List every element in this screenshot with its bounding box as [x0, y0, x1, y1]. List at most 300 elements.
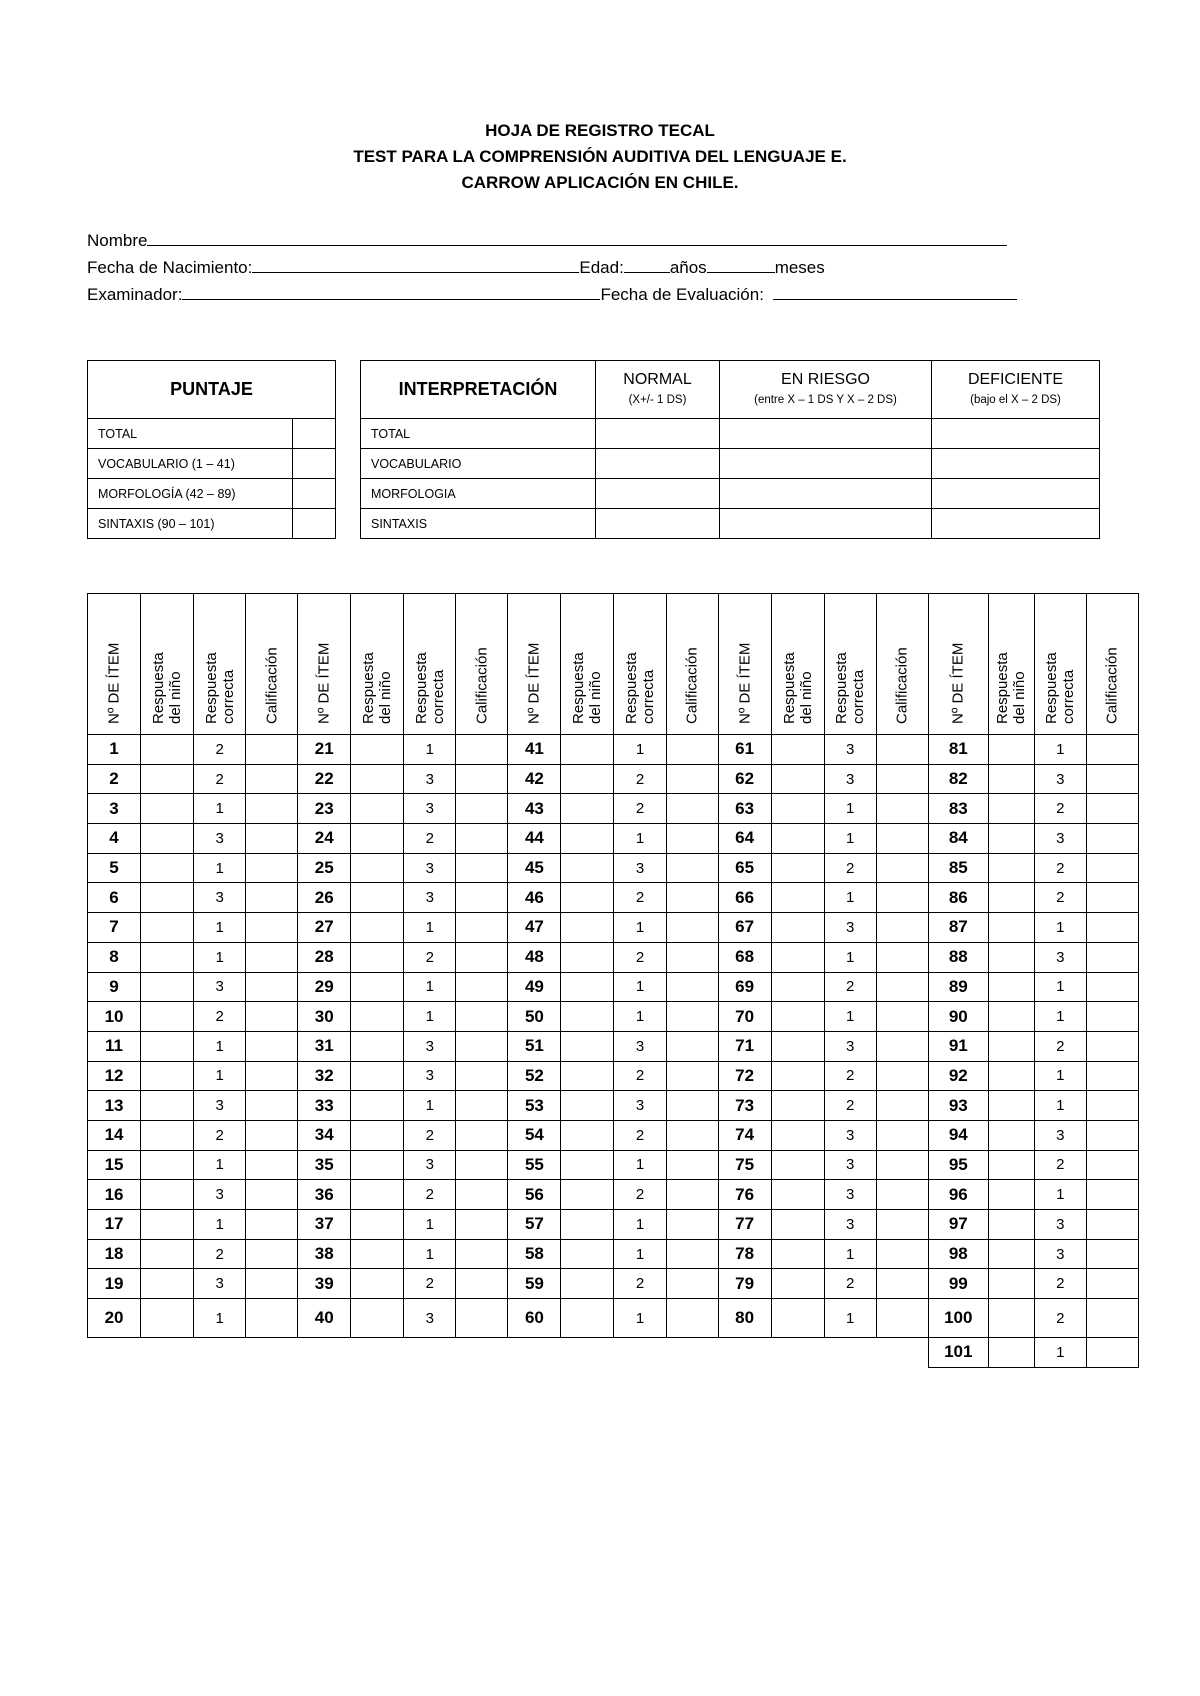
calificacion-cell[interactable]	[456, 913, 508, 943]
calificacion-cell[interactable]	[456, 1239, 508, 1269]
calificacion-cell[interactable]	[876, 824, 928, 854]
respuesta-nino-cell[interactable]	[561, 942, 614, 972]
respuesta-nino-cell[interactable]	[351, 794, 404, 824]
respuesta-nino-cell[interactable]	[988, 1002, 1034, 1032]
calificacion-cell[interactable]	[456, 853, 508, 883]
header-text: Calificación	[263, 647, 281, 724]
respuesta-nino-cell[interactable]	[988, 1061, 1034, 1091]
calificacion-cell[interactable]	[456, 972, 508, 1002]
empty-cell	[88, 1338, 141, 1368]
calificacion-cell[interactable]	[246, 1031, 298, 1061]
interp-cell[interactable]	[596, 419, 720, 449]
respuesta-nino-cell[interactable]	[771, 764, 824, 794]
respuesta-nino-cell[interactable]	[988, 794, 1034, 824]
respuesta-nino-cell[interactable]	[351, 1239, 404, 1269]
respuesta-correcta-value: 3	[614, 1091, 666, 1121]
calificacion-cell[interactable]	[876, 853, 928, 883]
calificacion-cell[interactable]	[666, 972, 718, 1002]
item-number: 57	[508, 1210, 561, 1240]
interp-cell[interactable]	[932, 449, 1100, 479]
respuesta-nino-cell[interactable]	[561, 972, 614, 1002]
respuesta-nino-cell[interactable]	[771, 1150, 824, 1180]
calificacion-cell[interactable]	[666, 1002, 718, 1032]
respuesta-nino-cell[interactable]	[561, 1269, 614, 1299]
respuesta-nino-cell[interactable]	[561, 764, 614, 794]
respuesta-nino-cell[interactable]	[351, 883, 404, 913]
respuesta-nino-cell[interactable]	[141, 1031, 194, 1061]
puntaje-sintaxis-cell[interactable]	[293, 509, 336, 539]
calificacion-cell[interactable]	[876, 1061, 928, 1091]
respuesta-nino-cell[interactable]	[988, 1150, 1034, 1180]
calificacion-cell[interactable]	[666, 824, 718, 854]
respuesta-nino-cell[interactable]	[351, 913, 404, 943]
table-row	[88, 735, 1139, 765]
item-number: 4	[88, 824, 141, 854]
respuesta-correcta-value: 1	[614, 1299, 666, 1338]
respuesta-nino-cell[interactable]	[351, 1210, 404, 1240]
respuesta-nino-cell[interactable]	[988, 1031, 1034, 1061]
item-number: 12	[88, 1061, 141, 1091]
calificacion-cell[interactable]	[666, 1150, 718, 1180]
respuesta-nino-cell[interactable]	[561, 1061, 614, 1091]
calificacion-cell[interactable]	[666, 1061, 718, 1091]
calificacion-cell[interactable]	[456, 942, 508, 972]
respuesta-correcta-value: 3	[404, 1150, 456, 1180]
respuesta-correcta-value: 3	[614, 853, 666, 883]
respuesta-correcta-value: 3	[824, 764, 876, 794]
respuesta-nino-cell[interactable]	[351, 1091, 404, 1121]
respuesta-nino-header	[988, 594, 1034, 735]
calificacion-cell[interactable]	[1086, 1091, 1138, 1121]
respuesta-nino-cell[interactable]	[141, 853, 194, 883]
respuesta-nino-cell[interactable]	[561, 824, 614, 854]
calificacion-cell[interactable]	[876, 972, 928, 1002]
riesgo-label: EN RIESGO	[781, 370, 870, 388]
calificacion-cell[interactable]	[876, 1269, 928, 1299]
calificacion-cell[interactable]	[456, 1180, 508, 1210]
calificacion-cell[interactable]	[246, 824, 298, 854]
calificacion-cell[interactable]	[666, 942, 718, 972]
respuesta-nino-cell[interactable]	[771, 794, 824, 824]
respuesta-nino-cell[interactable]	[561, 1239, 614, 1269]
item-number: 92	[928, 1061, 988, 1091]
respuesta-nino-cell[interactable]	[988, 764, 1034, 794]
respuesta-correcta-header	[824, 594, 876, 735]
calificacion-cell[interactable]	[876, 1210, 928, 1240]
respuesta-nino-cell[interactable]	[771, 1061, 824, 1091]
respuesta-correcta-value: 3	[614, 1031, 666, 1061]
calificacion-cell[interactable]	[876, 1180, 928, 1210]
respuesta-nino-cell[interactable]	[141, 1299, 194, 1338]
respuesta-nino-cell[interactable]	[561, 1031, 614, 1061]
calificacion-cell[interactable]	[1086, 824, 1138, 854]
edad-anos-field[interactable]	[624, 256, 670, 273]
item-number: 22	[298, 764, 351, 794]
respuesta-nino-cell[interactable]	[141, 942, 194, 972]
calificacion-cell[interactable]	[456, 764, 508, 794]
item-number: 91	[928, 1031, 988, 1061]
item-number: 97	[928, 1210, 988, 1240]
respuesta-nino-cell[interactable]	[561, 1120, 614, 1150]
respuesta-correcta-value: 1	[404, 1002, 456, 1032]
respuesta-nino-cell[interactable]	[771, 1210, 824, 1240]
respuesta-nino-cell[interactable]	[561, 853, 614, 883]
respuesta-correcta-value: 2	[404, 1269, 456, 1299]
interp-cell[interactable]	[932, 509, 1100, 539]
respuesta-nino-cell[interactable]	[351, 942, 404, 972]
item-number: 15	[88, 1150, 141, 1180]
respuesta-nino-cell[interactable]	[988, 1091, 1034, 1121]
respuesta-correcta-value: 3	[1034, 1120, 1086, 1150]
calificacion-cell[interactable]	[666, 1091, 718, 1121]
calificacion-cell[interactable]	[666, 1210, 718, 1240]
respuesta-nino-cell[interactable]	[771, 1091, 824, 1121]
calificacion-cell[interactable]	[1086, 1061, 1138, 1091]
respuesta-nino-cell[interactable]	[561, 1299, 614, 1338]
respuesta-correcta-value: 3	[824, 1150, 876, 1180]
respuesta-nino-cell[interactable]	[988, 913, 1034, 943]
item-number: 10	[88, 1002, 141, 1032]
respuesta-nino-cell[interactable]	[561, 735, 614, 765]
respuesta-nino-cell[interactable]	[351, 1061, 404, 1091]
item-number: 14	[88, 1120, 141, 1150]
respuesta-nino-cell[interactable]	[141, 1091, 194, 1121]
respuesta-nino-cell[interactable]	[561, 1210, 614, 1240]
calificacion-cell[interactable]	[246, 913, 298, 943]
calificacion-cell[interactable]	[456, 1210, 508, 1240]
header-text: correcta	[1060, 669, 1078, 724]
respuesta-nino-cell[interactable]	[351, 1150, 404, 1180]
calificacion-cell[interactable]	[246, 1002, 298, 1032]
calificacion-cell[interactable]	[666, 1299, 718, 1338]
respuesta-nino-cell[interactable]	[988, 1210, 1034, 1240]
respuesta-correcta-value: 1	[1034, 1338, 1086, 1368]
respuesta-nino-cell[interactable]	[141, 824, 194, 854]
respuesta-nino-cell[interactable]	[988, 1269, 1034, 1299]
respuesta-nino-cell[interactable]	[771, 1180, 824, 1210]
item-number: 16	[88, 1180, 141, 1210]
calificacion-cell[interactable]	[1086, 1299, 1138, 1338]
calificacion-cell[interactable]	[666, 764, 718, 794]
calificacion-cell[interactable]	[876, 1150, 928, 1180]
item-number: 6	[88, 883, 141, 913]
calificacion-cell[interactable]	[876, 942, 928, 972]
respuesta-correcta-header	[1034, 594, 1086, 735]
calificacion-cell[interactable]	[876, 735, 928, 765]
calificacion-cell[interactable]	[666, 1180, 718, 1210]
calificacion-cell[interactable]	[876, 883, 928, 913]
respuesta-nino-cell[interactable]	[771, 824, 824, 854]
calificacion-cell[interactable]	[666, 1120, 718, 1150]
calificacion-cell[interactable]	[1086, 883, 1138, 913]
calificacion-cell[interactable]	[246, 1210, 298, 1240]
respuesta-nino-cell[interactable]	[771, 883, 824, 913]
calificacion-cell[interactable]	[456, 1031, 508, 1061]
calificacion-cell[interactable]	[456, 1269, 508, 1299]
empty-cell	[351, 1338, 404, 1368]
respuesta-nino-cell[interactable]	[561, 913, 614, 943]
respuesta-nino-cell[interactable]	[141, 1239, 194, 1269]
calificacion-cell[interactable]	[876, 1091, 928, 1121]
rotated-header-text	[684, 604, 701, 724]
calificacion-cell[interactable]	[246, 883, 298, 913]
calificacion-cell[interactable]	[876, 1120, 928, 1150]
calificacion-cell[interactable]	[456, 824, 508, 854]
respuesta-correcta-value: 2	[194, 1239, 246, 1269]
fecha-nacimiento-field[interactable]	[252, 256, 579, 273]
calificacion-cell[interactable]	[1086, 1338, 1138, 1368]
respuesta-nino-cell[interactable]	[561, 1150, 614, 1180]
item-number: 13	[88, 1091, 141, 1121]
calificacion-cell[interactable]	[456, 1002, 508, 1032]
respuesta-correcta-value: 2	[1034, 794, 1086, 824]
respuesta-correcta-value: 2	[824, 1269, 876, 1299]
calificacion-cell[interactable]	[246, 1150, 298, 1180]
respuesta-nino-cell[interactable]	[561, 794, 614, 824]
calificacion-cell[interactable]	[1086, 942, 1138, 972]
item-number: 8	[88, 942, 141, 972]
respuesta-correcta-value: 3	[824, 1180, 876, 1210]
calificacion-cell[interactable]	[1086, 1120, 1138, 1150]
respuesta-nino-cell[interactable]	[351, 853, 404, 883]
title-line-3: CARROW APLICACIÓN EN CHILE.	[461, 173, 739, 192]
respuesta-correcta-header	[614, 594, 666, 735]
respuesta-correcta-value: 3	[194, 1091, 246, 1121]
respuesta-nino-cell[interactable]	[141, 913, 194, 943]
respuesta-nino-cell[interactable]	[561, 1002, 614, 1032]
calificacion-cell[interactable]	[876, 764, 928, 794]
calificacion-cell[interactable]	[456, 1150, 508, 1180]
interpretacion-table	[360, 360, 1100, 539]
calificacion-cell[interactable]	[246, 942, 298, 972]
respuesta-nino-cell[interactable]	[988, 1120, 1034, 1150]
calificacion-cell[interactable]	[246, 1061, 298, 1091]
respuesta-nino-cell[interactable]	[988, 1239, 1034, 1269]
respuesta-nino-cell[interactable]	[351, 764, 404, 794]
respuesta-nino-cell[interactable]	[141, 1269, 194, 1299]
header-text: Respuesta	[994, 652, 1012, 724]
item-number: 80	[718, 1299, 771, 1338]
calificacion-cell[interactable]	[666, 794, 718, 824]
respuesta-correcta-value: 2	[404, 942, 456, 972]
respuesta-nino-cell[interactable]	[771, 942, 824, 972]
calificacion-cell[interactable]	[246, 972, 298, 1002]
table-row	[88, 1150, 1139, 1180]
interp-cell[interactable]	[596, 449, 720, 479]
respuesta-nino-cell[interactable]	[771, 1120, 824, 1150]
calificacion-cell[interactable]	[456, 794, 508, 824]
calificacion-cell[interactable]	[456, 735, 508, 765]
respuesta-correcta-value: 3	[194, 883, 246, 913]
calificacion-cell[interactable]	[1086, 913, 1138, 943]
respuesta-nino-cell[interactable]	[351, 824, 404, 854]
puntaje-total-cell[interactable]	[293, 419, 336, 449]
respuesta-nino-cell[interactable]	[561, 1091, 614, 1121]
interp-cell[interactable]	[596, 479, 720, 509]
table-row	[88, 942, 1139, 972]
respuesta-nino-header	[771, 594, 824, 735]
calificacion-cell[interactable]	[1086, 735, 1138, 765]
calificacion-cell[interactable]	[1086, 972, 1138, 1002]
respuesta-nino-cell[interactable]	[141, 1120, 194, 1150]
fecha-evaluacion-field[interactable]	[773, 283, 1017, 300]
respuesta-nino-cell[interactable]	[988, 883, 1034, 913]
respuesta-nino-cell[interactable]	[988, 735, 1034, 765]
calificacion-cell[interactable]	[1086, 1239, 1138, 1269]
respuesta-nino-cell[interactable]	[988, 1299, 1034, 1338]
calificacion-cell[interactable]	[456, 1091, 508, 1121]
interp-cell[interactable]	[596, 509, 720, 539]
rotated-header-text	[994, 604, 1028, 724]
interp-cell[interactable]	[720, 479, 932, 509]
calificacion-cell[interactable]	[666, 735, 718, 765]
respuesta-nino-cell[interactable]	[988, 824, 1034, 854]
calificacion-cell[interactable]	[246, 794, 298, 824]
respuesta-nino-cell[interactable]	[141, 794, 194, 824]
calificacion-cell[interactable]	[876, 1031, 928, 1061]
respuesta-correcta-value: 2	[614, 794, 666, 824]
respuesta-correcta-value: 3	[404, 1031, 456, 1061]
item-number: 87	[928, 913, 988, 943]
examinador-field[interactable]	[182, 283, 600, 300]
calificacion-cell[interactable]	[1086, 1210, 1138, 1240]
empty-cell	[298, 1338, 351, 1368]
item-number: 82	[928, 764, 988, 794]
respuesta-nino-cell[interactable]	[141, 764, 194, 794]
respuesta-nino-cell[interactable]	[561, 1180, 614, 1210]
respuesta-nino-cell[interactable]	[141, 1150, 194, 1180]
calificacion-cell[interactable]	[1086, 853, 1138, 883]
respuesta-nino-cell[interactable]	[771, 1269, 824, 1299]
header-text: Respuesta	[570, 652, 588, 724]
calificacion-cell[interactable]	[666, 913, 718, 943]
respuesta-nino-cell[interactable]	[771, 1239, 824, 1269]
item-number: 45	[508, 853, 561, 883]
respuesta-nino-cell[interactable]	[771, 913, 824, 943]
respuesta-nino-cell[interactable]	[988, 853, 1034, 883]
calificacion-cell[interactable]	[666, 1239, 718, 1269]
respuesta-nino-header	[561, 594, 614, 735]
calificacion-cell[interactable]	[1086, 1180, 1138, 1210]
interp-cell[interactable]	[720, 419, 932, 449]
puntaje-vocabulario-cell[interactable]	[293, 449, 336, 479]
rotated-header-text	[623, 604, 657, 724]
calificacion-cell[interactable]	[876, 913, 928, 943]
empty-cell	[614, 1338, 666, 1368]
calificacion-cell[interactable]	[246, 853, 298, 883]
respuesta-nino-cell[interactable]	[141, 1210, 194, 1240]
calificacion-cell[interactable]	[246, 1269, 298, 1299]
table-row	[88, 794, 1139, 824]
respuesta-correcta-value: 3	[404, 883, 456, 913]
respuesta-correcta-value: 2	[824, 972, 876, 1002]
calificacion-cell[interactable]	[876, 1299, 928, 1338]
respuesta-nino-cell[interactable]	[561, 883, 614, 913]
respuesta-nino-cell[interactable]	[988, 1180, 1034, 1210]
interp-cell[interactable]	[932, 419, 1100, 449]
item-number: 62	[718, 764, 771, 794]
calificacion-cell[interactable]	[246, 1239, 298, 1269]
respuesta-nino-cell[interactable]	[141, 735, 194, 765]
respuesta-nino-cell[interactable]	[351, 1269, 404, 1299]
calificacion-cell[interactable]	[1086, 1269, 1138, 1299]
calificacion-cell[interactable]	[1086, 1031, 1138, 1061]
calificacion-cell[interactable]	[246, 735, 298, 765]
calificacion-cell[interactable]	[876, 1239, 928, 1269]
respuesta-nino-cell[interactable]	[141, 883, 194, 913]
calificacion-cell[interactable]	[876, 1002, 928, 1032]
item-number: 58	[508, 1239, 561, 1269]
respuesta-nino-cell[interactable]	[351, 972, 404, 1002]
puntaje-morfologia-cell[interactable]	[293, 479, 336, 509]
calificacion-cell[interactable]	[456, 1120, 508, 1150]
calificacion-cell[interactable]	[246, 1120, 298, 1150]
nombre-field[interactable]	[147, 229, 1007, 246]
header-text: Respuesta	[202, 652, 220, 724]
respuesta-correcta-value: 1	[404, 913, 456, 943]
calificacion-cell[interactable]	[246, 764, 298, 794]
respuesta-correcta-value: 1	[194, 942, 246, 972]
respuesta-nino-cell[interactable]	[351, 735, 404, 765]
respuesta-nino-cell[interactable]	[351, 1180, 404, 1210]
calificacion-cell[interactable]	[666, 853, 718, 883]
respuesta-nino-cell[interactable]	[771, 1299, 824, 1338]
calificacion-cell[interactable]	[666, 883, 718, 913]
item-number: 52	[508, 1061, 561, 1091]
respuesta-nino-cell[interactable]	[141, 1180, 194, 1210]
calificacion-cell[interactable]	[1086, 764, 1138, 794]
calificacion-cell[interactable]	[1086, 1150, 1138, 1180]
respuesta-nino-cell[interactable]	[351, 1299, 404, 1338]
calificacion-cell[interactable]	[456, 1299, 508, 1338]
header-text: correcta	[639, 669, 657, 724]
item-number: 71	[718, 1031, 771, 1061]
respuesta-nino-cell[interactable]	[141, 972, 194, 1002]
respuesta-nino-cell[interactable]	[771, 853, 824, 883]
calificacion-cell[interactable]	[456, 1061, 508, 1091]
respuesta-nino-cell[interactable]	[771, 1031, 824, 1061]
respuesta-nino-cell[interactable]	[351, 1120, 404, 1150]
respuesta-nino-cell[interactable]	[988, 972, 1034, 1002]
table-row	[88, 1091, 1139, 1121]
respuesta-nino-cell[interactable]	[351, 1002, 404, 1032]
edad-meses-field[interactable]	[707, 256, 775, 273]
respuesta-nino-cell[interactable]	[988, 942, 1034, 972]
calificacion-cell[interactable]	[456, 883, 508, 913]
respuesta-nino-cell[interactable]	[988, 1338, 1034, 1368]
calificacion-cell[interactable]	[876, 794, 928, 824]
interp-cell[interactable]	[720, 449, 932, 479]
respuesta-nino-cell[interactable]	[351, 1031, 404, 1061]
calificacion-cell[interactable]	[246, 1180, 298, 1210]
respuesta-nino-cell[interactable]	[141, 1002, 194, 1032]
calificacion-cell[interactable]	[1086, 794, 1138, 824]
calificacion-cell[interactable]	[666, 1269, 718, 1299]
item-number: 75	[718, 1150, 771, 1180]
respuesta-correcta-value: 1	[1034, 1061, 1086, 1091]
respuesta-correcta-value: 3	[1034, 1239, 1086, 1269]
respuesta-nino-cell[interactable]	[771, 1002, 824, 1032]
calificacion-cell[interactable]	[1086, 1002, 1138, 1032]
calificacion-cell[interactable]	[246, 1299, 298, 1338]
calificacion-cell[interactable]	[246, 1091, 298, 1121]
respuesta-nino-cell[interactable]	[771, 972, 824, 1002]
respuesta-nino-cell[interactable]	[141, 1061, 194, 1091]
interp-cell[interactable]	[932, 479, 1100, 509]
interp-cell[interactable]	[720, 509, 932, 539]
calificacion-cell[interactable]	[666, 1031, 718, 1061]
respuesta-nino-cell[interactable]	[771, 735, 824, 765]
